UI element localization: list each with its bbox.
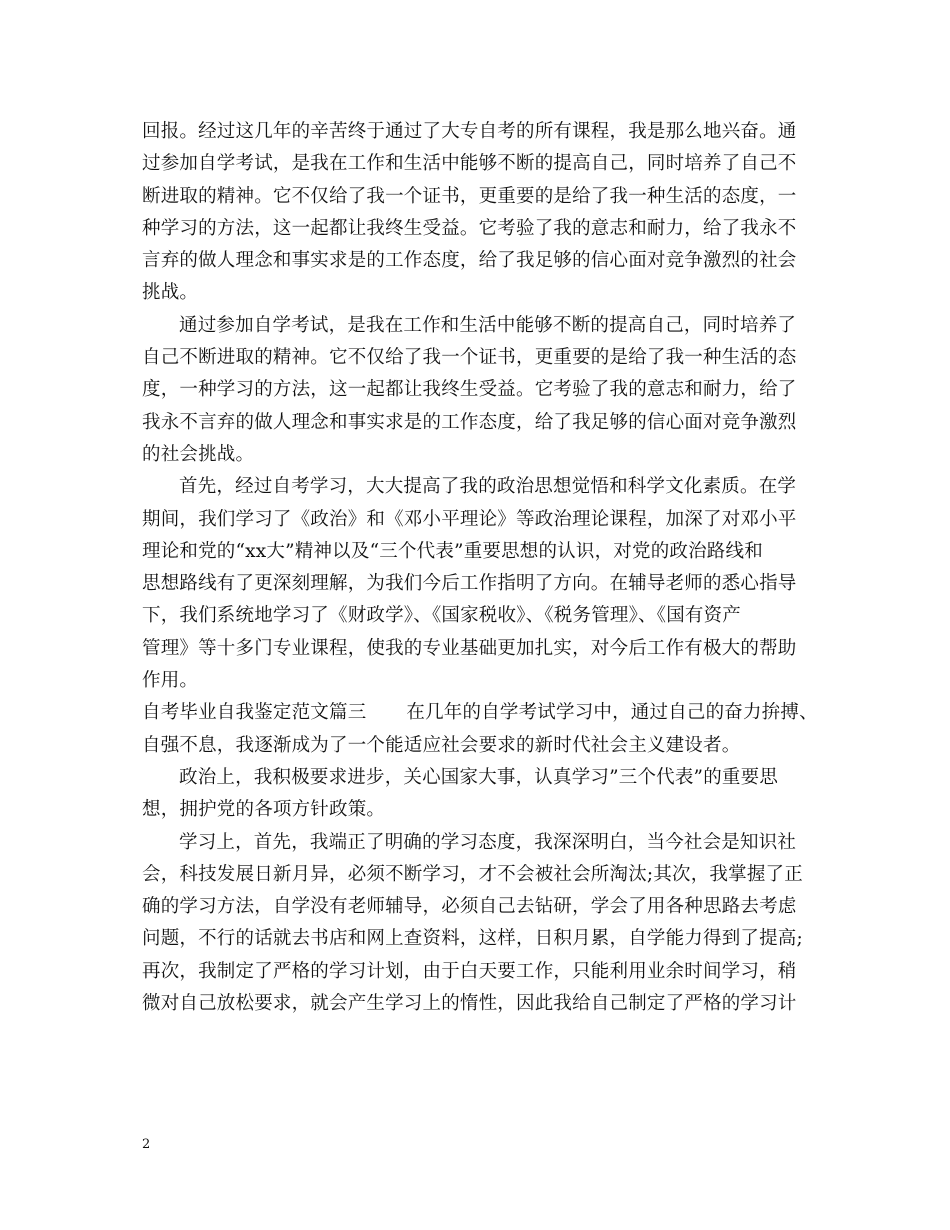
- paragraphs-bottom: [142, 730, 812, 1021]
- text-line: 过参加自学考试，是我在工作和生活中能够不断的提高自己，同时培养了自己不: [142, 153, 797, 175]
- section-heading: 自考毕业自我鉴定范文篇三: [142, 702, 367, 724]
- text-line: 种学习的方法，这一起都让我终生受益。它考验了我的意志和耐力，给了我永不: [142, 217, 797, 239]
- text-line: 我永不言弃的做人理念和事实求是的工作态度，给了我足够的信心面对竞争激烈: [142, 411, 797, 433]
- text-line: 断进取的精神。它不仅给了我一个证书，更重要的是给了我一种生活的态度，一: [142, 185, 797, 207]
- text-line: 下，我们系统地学习了《财政学》、《国家税收》、《税务管理》、《国有资产: [142, 605, 742, 627]
- text-line: 思想路线有了更深刻理解，为我们今后工作指明了方向。在辅导老师的悉心指导: [142, 573, 797, 595]
- text-line: 想，拥护党的各项方针政策。: [142, 799, 386, 821]
- text-line: 自强不息，我逐渐成为了一个能适应社会要求的新时代社会主义建设者。: [142, 734, 741, 756]
- text-line: 问题，不行的话就去书店和网上查资料，这样，日积月累，自学能力得到了提高;: [142, 928, 803, 950]
- text-line: 通过参加自学考试，是我在工作和生活中能够不断的提高自己，同时培养了: [179, 314, 797, 336]
- text-line: 回报。经过这几年的辛苦终于通过了大专自考的所有课程，我是那么地兴奋。通: [142, 121, 797, 142]
- text-line: 言弃的做人理念和事实求是的工作态度，给了我足够的信心面对竞争激烈的社会: [142, 250, 797, 272]
- text-line: 确的学习方法，自学没有老师辅导，必须自己去钻研，学会了用各种思路去考虑: [142, 896, 797, 918]
- page-number: 2: [142, 1137, 151, 1152]
- document-body: [142, 116, 818, 1020]
- text-line: 自己不断进取的精神。它不仅给了我一个证书，更重要的是给了我一种生活的态: [142, 347, 797, 369]
- text-line: 政治上，我积极要求进步，关心国家大事，认真学习”三个代表”的重要思: [179, 766, 779, 788]
- text-line: 学习上，首先，我端正了明确的学习态度，我深深明白，当今社会是知识社: [179, 831, 797, 853]
- paragraphs-top: [142, 116, 812, 697]
- text-line: 会，科技发展日新月异，必须不断学习，才不会被社会所淘汰;其次，我掌握了正: [142, 863, 803, 885]
- text-line: 首先，经过自考学习，大大提高了我的政治思想觉悟和科学文化素质。在学: [179, 476, 797, 498]
- section-heading-line: [142, 697, 818, 729]
- text-line: 微对自己放松要求，就会产生学习上的惰性，因此我给自己制定了严格的学习计: [142, 993, 797, 1015]
- text-line: 的社会挑战。: [142, 443, 255, 465]
- text-line: 理论和党的“xx大”精神以及“三个代表”重要思想的认识，对党的政治路线和: [142, 540, 763, 562]
- text-line: 挑战。: [142, 282, 199, 304]
- text-line: 期间，我们学习了《政治》和《邓小平理论》等政治理论课程，加深了对邓小平: [142, 508, 797, 530]
- text-line: 再次，我制定了严格的学习计划，由于白天要工作，只能利用业余时间学习，稍: [142, 960, 797, 982]
- section-heading-text: 在几年的自学考试学习中，通过自己的奋力拚搏、: [406, 702, 818, 724]
- text-line: 度，一种学习的方法，这一起都让我终生受益。它考验了我的意志和耐力，给了: [142, 379, 797, 401]
- text-line: 管理》等十多门专业课程，使我的专业基础更加扎实，对今后工作有极大的帮助: [142, 637, 797, 659]
- text-line: 作用。: [142, 670, 199, 692]
